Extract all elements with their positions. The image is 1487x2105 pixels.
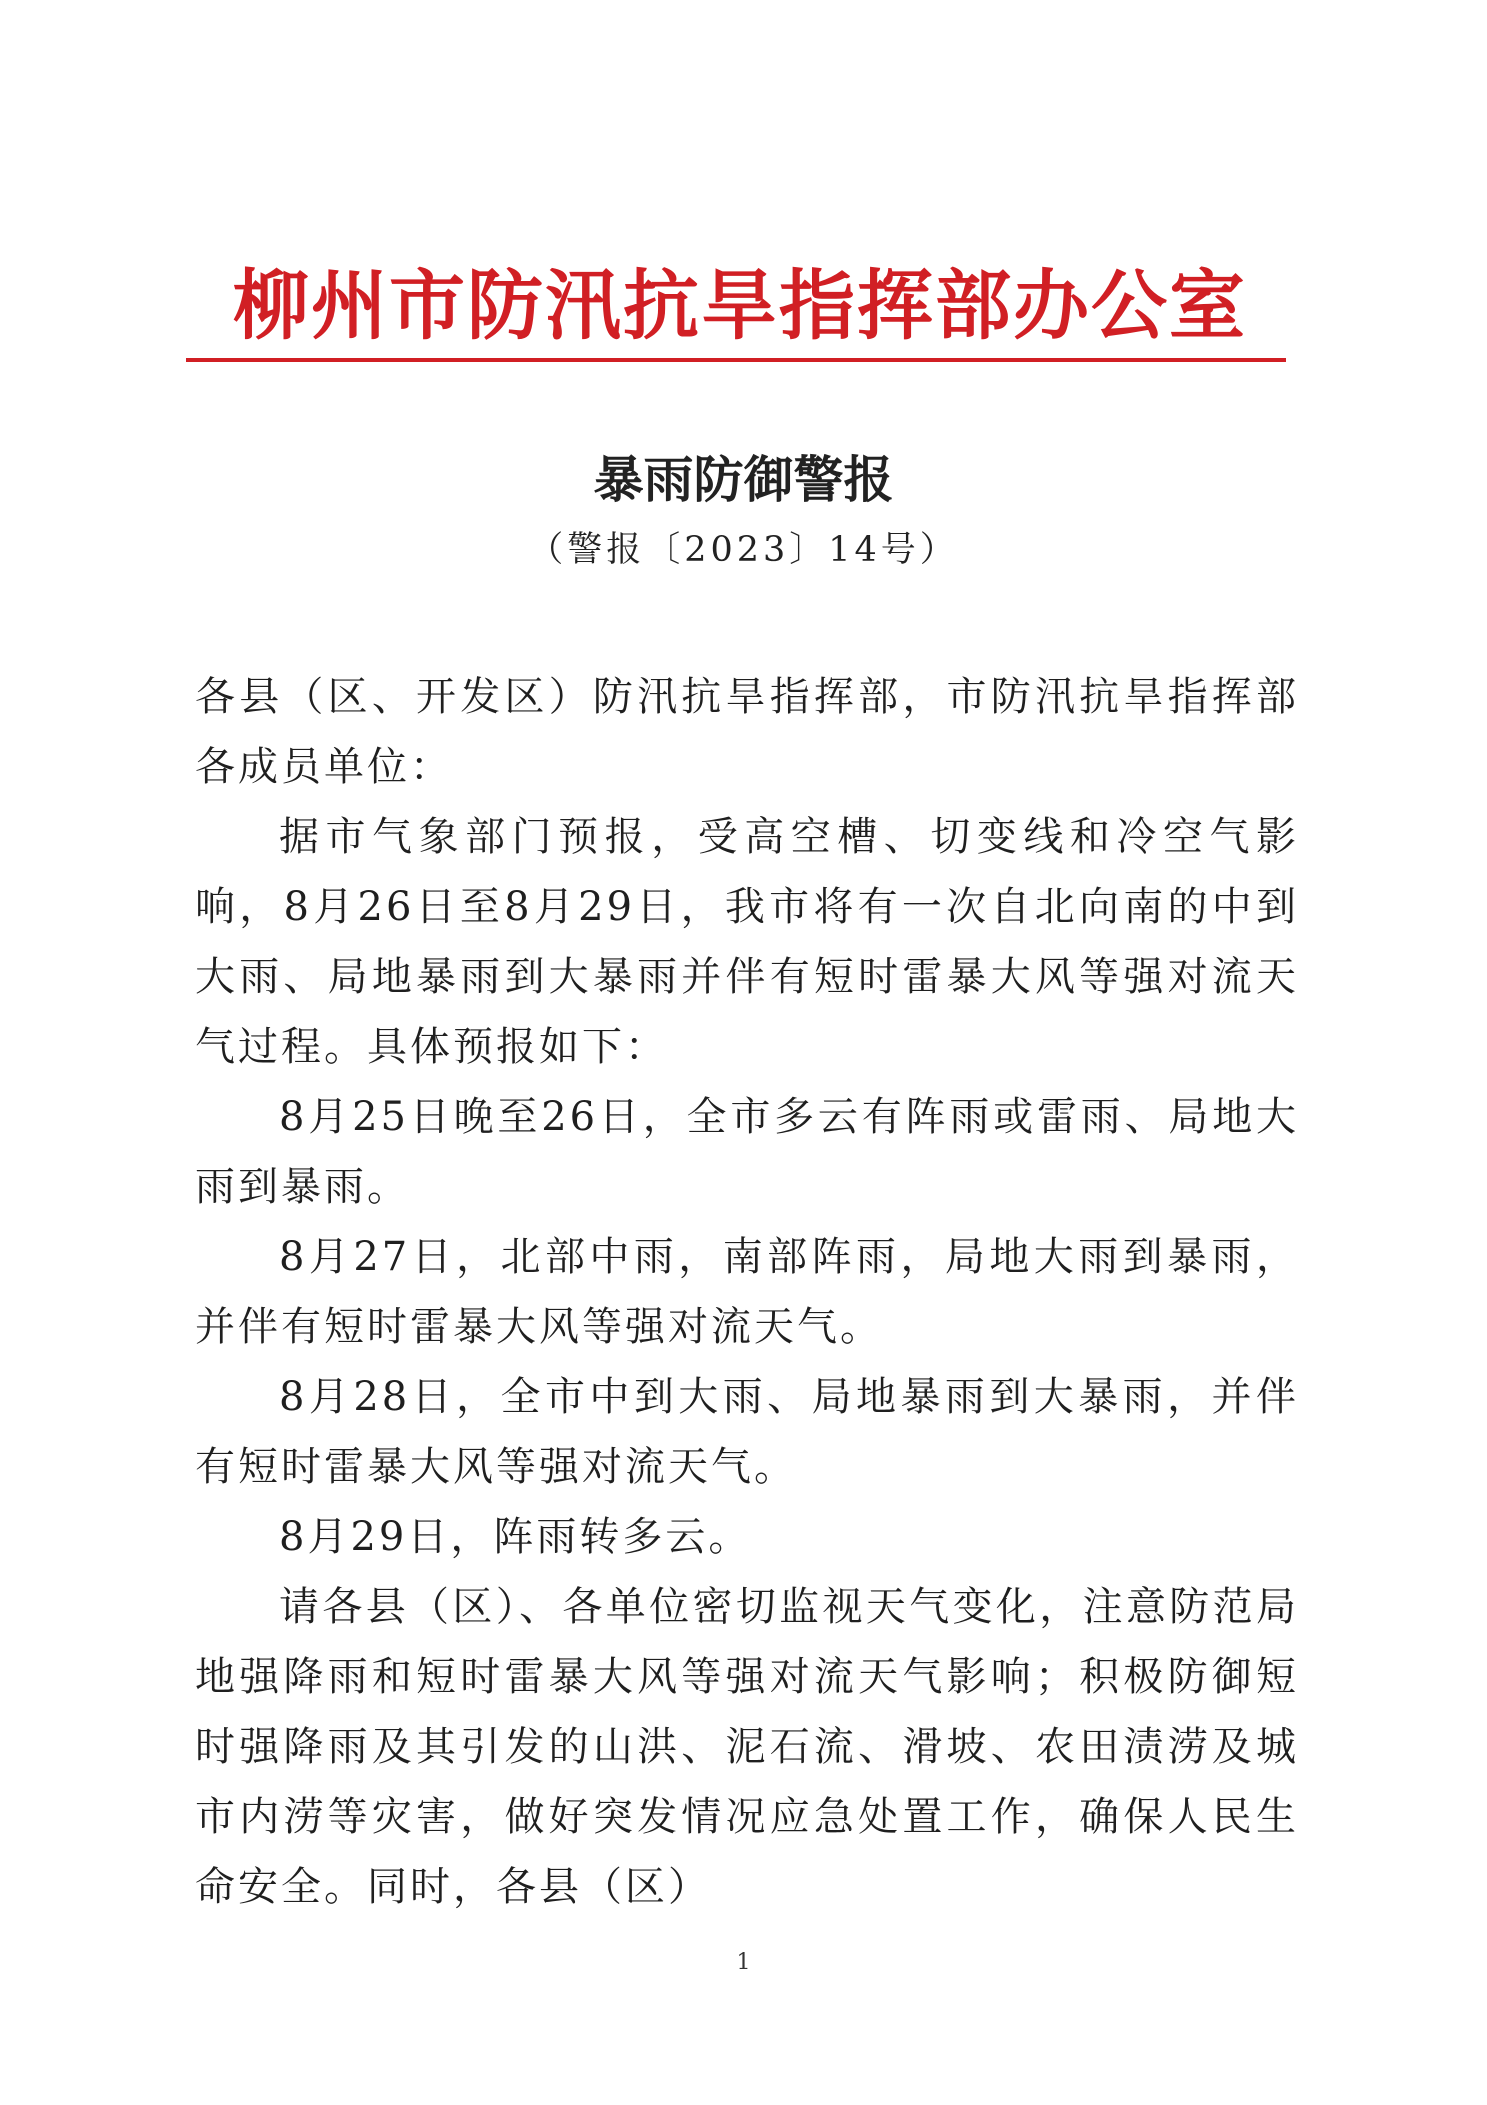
salutation: 各县（区、开发区）防汛抗旱指挥部，市防汛抗旱指挥部各成员单位： — [195, 674, 1299, 790]
paragraph-aug-29: 8月29日，阵雨转多云。 — [279, 1514, 752, 1560]
paragraph-instructions: 请各县（区）、各单位密切监视天气变化，注意防范局地强降雨和短时雷暴大风等强对流天气影响；积极防御短时强降雨及其引发的山洪、泥石流、滑坡、农田渍涝及城市内涝等灾害，做好突发情况应急处置工作，确保人民生命安全。同时，各县（区） — [195, 1584, 1299, 1910]
organization-header: 柳州市防汛抗旱指挥部办公室 — [233, 261, 1247, 350]
paragraph-forecast-intro: 据市气象部门预报，受高空槽、切变线和冷空气影响，8月26日至8月29日，我市将有一次自北向南的中到大雨、局地暴雨到大暴雨并伴有短时雷暴大风等强对流天气过程。具体预报如下： — [195, 814, 1299, 1070]
header-red-rule — [186, 358, 1286, 362]
paragraph-aug-28: 8月28日，全市中到大雨、局地暴雨到大暴雨，并伴有短时雷暴大风等强对流天气。 — [195, 1374, 1299, 1490]
paragraph-aug-27: 8月27日，北部中雨，南部阵雨，局地大雨到暴雨，并伴有短时雷暴大风等强对流天气。 — [195, 1234, 1299, 1350]
document-body — [195, 662, 1299, 1922]
page-number: 1 — [736, 1950, 751, 1975]
paragraph-aug-25-26: 8月25日晚至26日，全市多云有阵雨或雷雨、局地大雨到暴雨。 — [195, 1094, 1299, 1210]
document-number: （警报〔2023〕14号） — [528, 530, 959, 570]
document-title: 暴雨防御警报 — [593, 451, 894, 509]
